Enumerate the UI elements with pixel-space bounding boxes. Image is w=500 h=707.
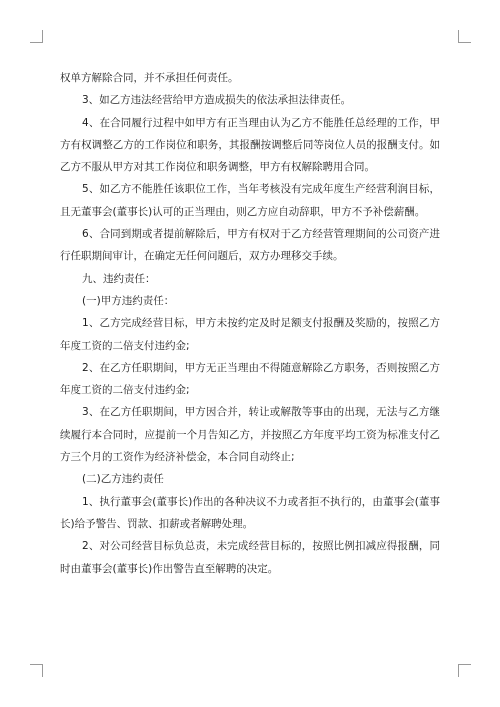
paragraph: 1、乙方完成经营目标，甲方未按约定及时足额支付报酬及奖励的，按照乙方年度工资的二倍支付违约金; [60,317,440,352]
paragraph: 2、对公司经营目标负总责，未完成经营目标的，按照比例扣减应得报酬，同时由董事会(董事长)作出警告直至解聘的决定。 [60,540,440,575]
crop-mark-top-left [30,30,43,43]
paragraph: 5、如乙方不能胜任该职位工作，当年考核没有完成年度生产经营利润目标，且无董事会(董事长)认可的正当理由，则乙方应自动辞职，甲方不予补偿薪酬。 [60,183,440,218]
paragraph: 3、如乙方违法经营给甲方造成损失的依法承担法律责任。 [82,94,352,107]
crop-mark-top-right [458,30,471,43]
paragraph: 权单方解除合同，并不承担任何责任。 [60,72,239,84]
paragraph: 4、在合同履行过程中如甲方有正当理由认为乙方不能胜任总经理的工作，甲方有权调整乙方的工作岗位和职务，其报酬按调整后同等岗位人员的报酬支付。如乙方不服从甲方对其工作岗位和职务调整，甲方有权解除聘用合同。 [60,116,440,174]
document-body [60,67,440,580]
paragraph: 3、在乙方任职期间，甲方因合并，转让或解散等事由的出现，无法与乙方继续履行本合同时，应提前一个月告知乙方，并按照乙方年度平均工资为标准支付乙方三个月的工资作为经济补偿金，本合同自动终止; [60,406,440,464]
paragraph: 2、在乙方任职期间，甲方无正当理由不得随意解除乙方职务，否则按照乙方年度工资的二倍支付违约金; [60,361,440,397]
paragraph: 6、合同到期或者提前解除后，甲方有权对于乙方经营管理期间的公司资产进行任职期间审计，在确定无任何问题后，双方办理移交手续。 [60,228,440,263]
crop-mark-bottom-left [30,664,43,677]
section-heading: 九、违约责任： [82,272,156,285]
subsection-heading: (一)甲方违约责任： [82,294,175,307]
subsection-heading: (二)乙方违约责任 [82,473,164,486]
paragraph: 1、执行董事会(董事长)作出的各种决议不力或者拒不执行的，由董事会(董事长)给予警告、罚款、扣薪或者解聘处理。 [60,495,440,530]
crop-mark-bottom-right [458,664,471,677]
